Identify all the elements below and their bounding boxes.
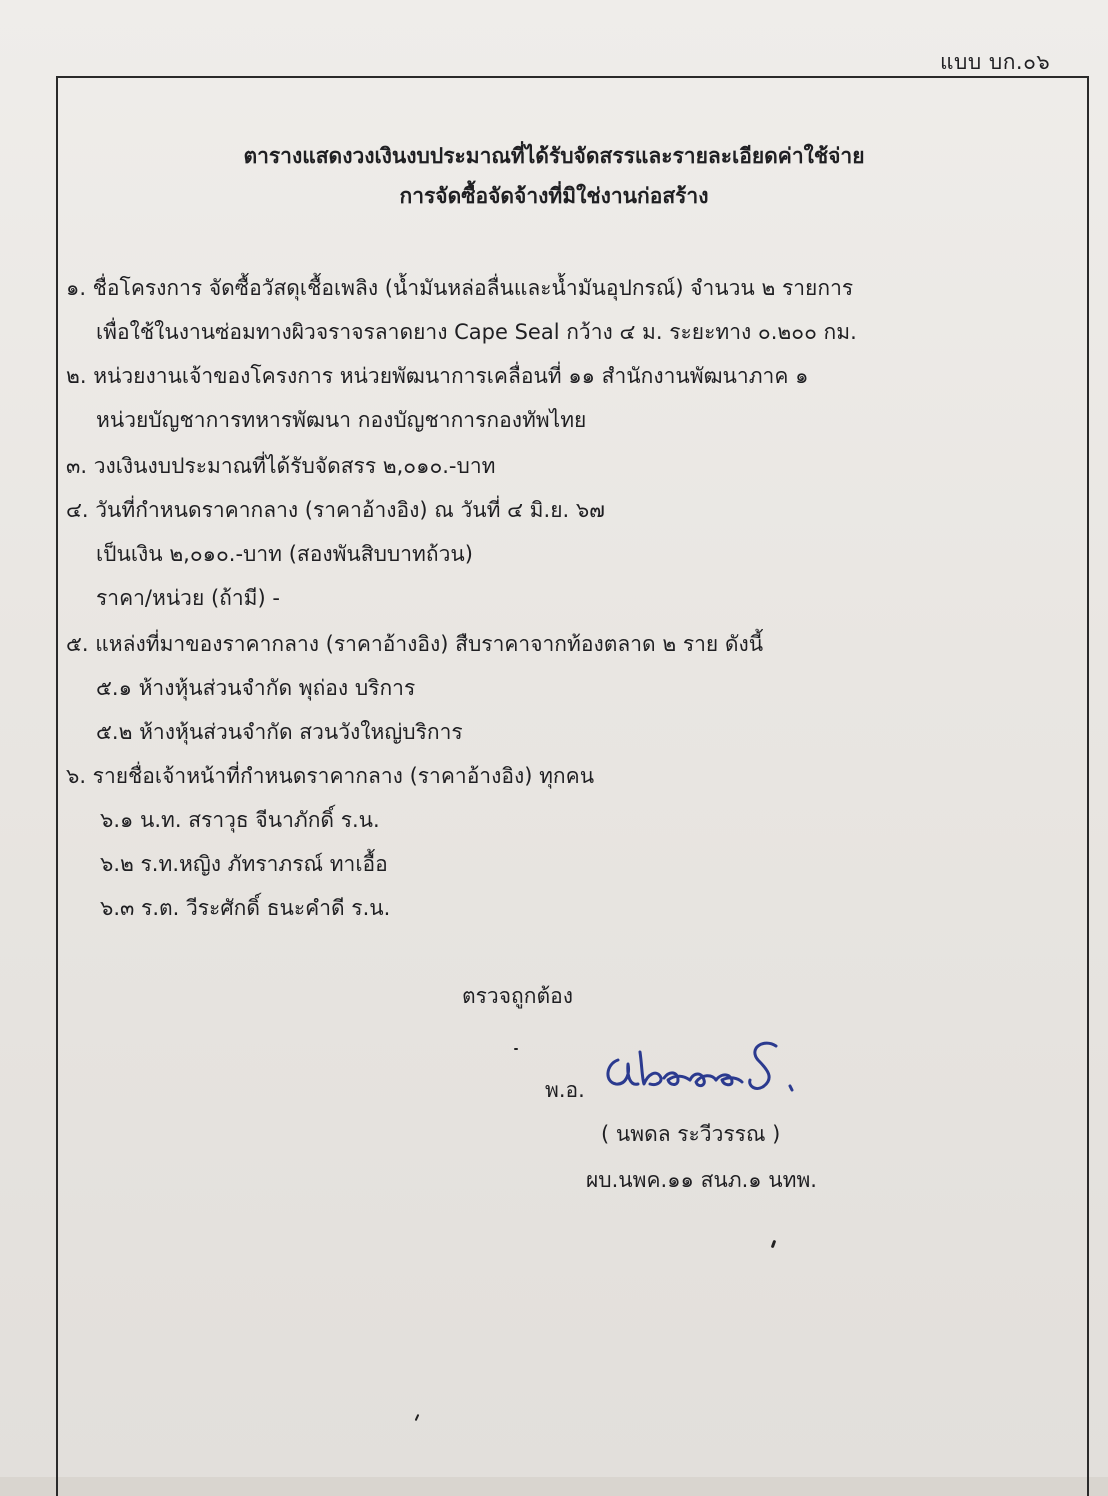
item-4-amount: เป็นเงิน ๒,๐๑๐.-บาท (สองพันสิบบาทถ้วน): [96, 542, 473, 566]
title-line-2: การจัดซื้อจัดจ้างที่มิใช่งานก่อสร้าง: [399, 184, 709, 208]
item-1-project-name: ๑. ชื่อโครงการ จัดซื้อวัสดุเชื้อเพลิง (น้ำมันหล่อลื่นและน้ำมันอุปกรณ์) จำนวน ๒ รายการ: [66, 276, 854, 300]
verification-label: ตรวจถูกต้อง: [462, 984, 573, 1008]
item-6-1-officer: ๖.๑ น.ท. สราวุธ จีนาภักดิ์ ร.น.: [100, 808, 380, 832]
signer-name: ( นพดล ระวีวรรณ ): [601, 1122, 781, 1146]
item-2-command: หน่วยบัญชาการทหารพัฒนา กองบัญชาการกองทัพไทย: [96, 408, 587, 432]
handwritten-signature: [598, 1030, 808, 1110]
item-3-budget: ๓. วงเงินงบประมาณที่ได้รับจัดสรร ๒,๐๑๐.-บาท: [66, 454, 496, 478]
form-code: แบบ บก.๐๖: [940, 50, 1051, 74]
item-5-price-source: ๕. แหล่งที่มาของราคากลาง (ราคาอ้างอิง) สืบราคาจากท้องตลาด ๒ ราย ดังนี้: [66, 632, 764, 656]
signer-position: ผบ.นพค.๑๑ สนภ.๑ นทพ.: [586, 1168, 817, 1192]
item-4-reference-date: ๔. วันที่กำหนดราคากลาง (ราคาอ้างอิง) ณ วันที่ ๔ มิ.ย. ๖๗: [66, 498, 605, 522]
ink-speck: [514, 1048, 518, 1050]
item-2-owner-unit: ๒. หน่วยงานเจ้าของโครงการ หน่วยพัฒนาการเคลื่อนที่ ๑๑ สำนักงานพัฒนาภาค ๑: [66, 364, 809, 388]
item-6-officers: ๖. รายชื่อเจ้าหน้าที่กำหนดราคากลาง (ราคาอ้างอิง) ทุกคน: [66, 764, 595, 788]
item-1-purpose: เพื่อใช้ในงานซ่อมทางผิวจราจรลาดยาง Cape Seal กว้าง ๔ ม. ระยะทาง ๐.๒๐๐ กม.: [96, 320, 857, 344]
title-line-1: ตารางแสดงวงเงินงบประมาณที่ได้รับจัดสรรและรายละเอียดค่าใช้จ่าย: [243, 144, 865, 168]
item-4-unit-price: ราคา/หน่วย (ถ้ามี) -: [96, 586, 280, 610]
item-6-3-officer: ๖.๓ ร.ต. วีระศักดิ์ ธนะคำดี ร.น.: [100, 896, 391, 920]
signer-rank: พ.อ.: [545, 1078, 585, 1102]
item-5-2-vendor: ๕.๒ ห้างหุ้นส่วนจำกัด สวนวังใหญ่บริการ: [96, 720, 463, 744]
item-5-1-vendor: ๕.๑ ห้างหุ้นส่วนจำกัด พุถ่อง บริการ: [96, 676, 416, 700]
item-6-2-officer: ๖.๒ ร.ท.หญิง ภัทราภรณ์ ทาเอื้อ: [100, 852, 388, 876]
